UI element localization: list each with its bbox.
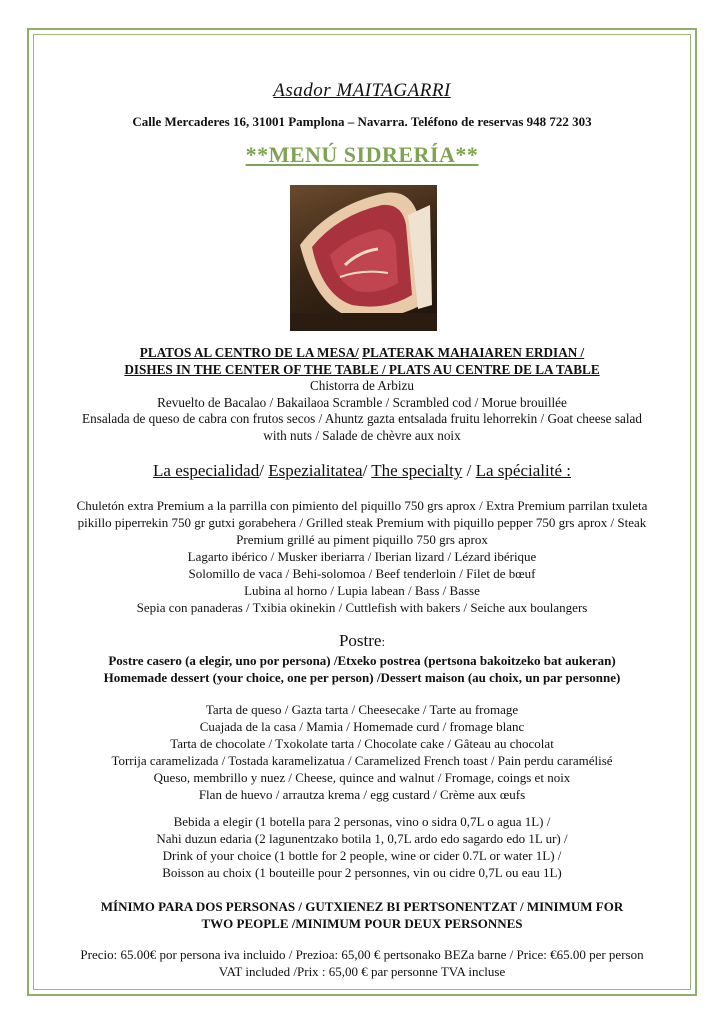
center-dishes-heading-eu: PLATERAK MAHAIAREN ERDIAN / [362, 345, 585, 360]
drink-line: Drink of your choice (1 bottle for 2 people, wine or cider 0.7L or water 1L) / [162, 848, 562, 863]
specialty-item: pikillo piperrekin 750 gr gutxi gorabehera / Grilled steak Premium with piquillo pepper 750 grs aprox / Steak [77, 515, 647, 530]
steak-photo [290, 185, 437, 331]
minimum-line: MÍNIMO PARA DOS PERSONAS / GUTXIENEZ BI PERTSONENTZAT / MINIMUM FOR [100, 899, 624, 914]
specialty-heading-en: The specialty [371, 461, 463, 480]
dessert-item: Tarta de queso / Gazta tarta / Cheesecake / Tarte au fromage [205, 702, 519, 717]
dessert-item: Tarta de chocolate / Txokolate tarta / Chocolate cake / Gâteau au chocolat [170, 736, 554, 751]
dessert-item: Flan de huevo / arrautza krema / egg custard / Crème aux œufs [198, 787, 526, 802]
dessert-title-colon: : [381, 634, 386, 649]
price-line: Precio: 65.00€ por persona iva incluido / Prezioa: 65,00 € pertsonako BEZa barne / Price: €65.00 per person [80, 947, 644, 962]
restaurant-name: Asador MAITAGARRI [273, 80, 451, 101]
dessert-heading-line: Homemade dessert (your choice, one per person) /Dessert maison (au choix, un par personne) [103, 670, 621, 685]
menu-title: **MENÚ SIDRERÍA** [245, 142, 479, 167]
dessert-title [40, 630, 684, 653]
dessert-heading [40, 652, 684, 686]
dessert-item: Queso, membrillo y nuez / Cheese, quince and walnut / Fromage, coings et noix [153, 770, 571, 785]
dessert-item: Torrija caramelizada / Tostada karamelizatua / Caramelized French toast / Pain perdu caramélisé [111, 753, 613, 768]
dessert-item: Cuajada de la casa / Mamia / Homemade curd / fromage blanc [199, 719, 525, 734]
specialty-item: Chuletón extra Premium a la parrilla con pimiento del piquillo 750 grs aprox / Extra Premium parrilan txuleta [76, 498, 648, 513]
specialty-heading: La especialidad/ Espezialitatea/ The specialty / La spécialité : [153, 461, 571, 480]
specialty-item: Solomillo de vaca / Behi-solomoa / Beef tenderloin / Filet de bœuf [188, 566, 536, 581]
center-dishes-heading-en-fr: DISHES IN THE CENTER OF THE TABLE / PLATS AU CENTRE DE LA TABLE [124, 361, 600, 377]
drinks-section [40, 813, 684, 881]
drink-line: Bebida a elegir (1 botella para 2 personas, vino o sidra 0,7L o agua 1L) / [173, 814, 551, 829]
dish-item: Revuelto de Bacalao / Bakailaoa Scramble / Scrambled cod / Morue brouillée [157, 394, 567, 410]
center-dishes-section [40, 345, 684, 444]
drink-line: Boisson au choix (1 bouteille pour 2 personnes, vin ou cidre 0,7L ou eau 1L) [162, 865, 562, 880]
specialty-section [48, 497, 676, 616]
dessert-heading-line: Postre casero (a elegir, uno por persona) /Etxeko postrea (pertsona bakoitzeko bat aukeran) [108, 653, 616, 668]
dish-item: Ensalada de queso de cabra con frutos secos / Ahuntz gazta entsalada fruitu lehorrekin / Goat cheese salad [82, 411, 642, 426]
specialty-heading-fr: La spécialité : [475, 461, 571, 480]
dessert-title-text: Postre [338, 631, 382, 650]
dish-item: with nuts / Salade de chèvre aux noix [263, 427, 461, 443]
price-line: VAT included /Prix : 65,00 € par personne TVA incluse [218, 964, 506, 979]
minimum-notice [40, 898, 684, 932]
specialty-item: Sepia con panaderas / Txibia okinekin / Cuttlefish with bakers / Seiche aux boulangers [136, 600, 588, 615]
specialty-heading-eu: Espezialitatea [268, 461, 363, 480]
specialty-item: Lagarto ibérico / Musker iberiarra / Iberian lizard / Lézard ibérique [187, 549, 537, 564]
specialty-heading-es: La especialidad [153, 461, 260, 480]
specialty-item: Lubina al horno / Lupia labean / Bass / Basse [244, 583, 480, 598]
price-section [46, 946, 678, 980]
drink-line: Nahi duzun edaria (2 lagunentzako botila 1, 0,7L ardo edo sagardo edo 1L ur) / [156, 831, 568, 846]
restaurant-address: Calle Mercaderes 16, 31001 Pamplona – Navarra. Teléfono de reservas 948 722 303 [132, 114, 592, 129]
center-dishes-heading-es: PLATOS AL CENTRO DE LA MESA/ [139, 345, 359, 360]
dessert-list [40, 701, 684, 803]
dish-item: Chistorra de Arbizu [309, 378, 414, 393]
minimum-line: TWO PEOPLE /MINIMUM POUR DEUX PERSONNES [201, 916, 523, 931]
specialty-item: Premium grillé au piment piquillo 750 grs aprox [236, 532, 488, 547]
